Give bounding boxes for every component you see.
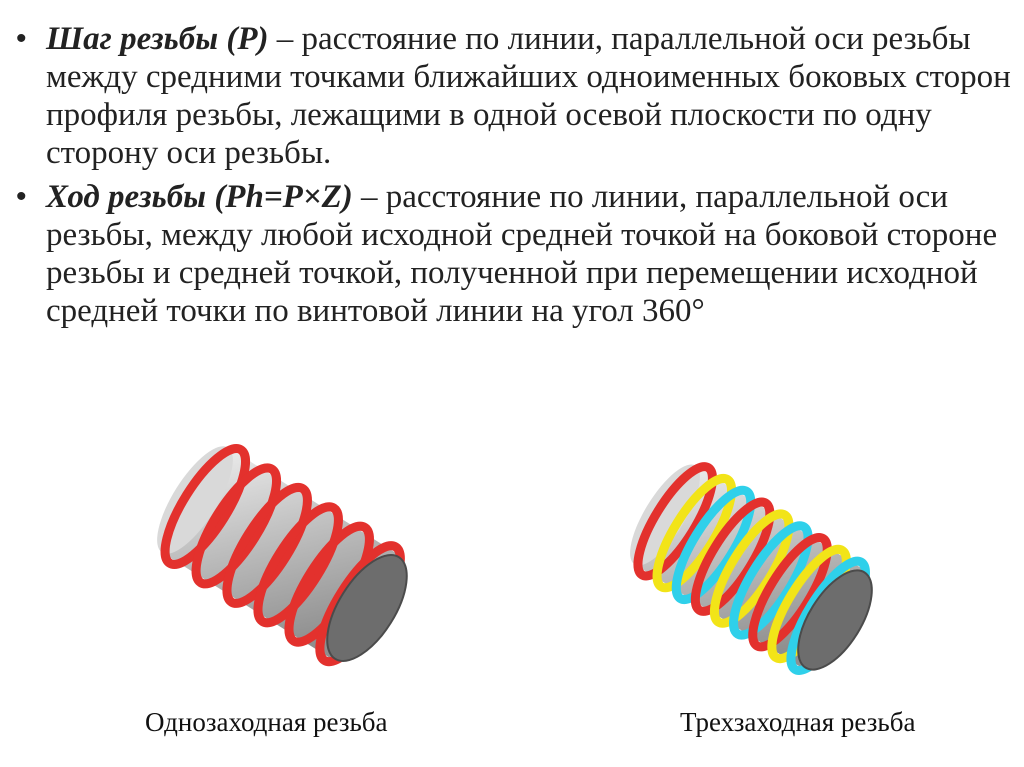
definition-thread-lead: – расстояние по линии, параллельной оси резьбы, между любой исходной средней точкой на боковой стороне резьбы и средней точкой, полученной при перемещении исходной средней точки по винтовой линии на угол 360°: [46, 179, 998, 329]
single-start-thread-figure: [105, 440, 525, 700]
bullet-symbol: •: [16, 22, 27, 55]
triple-start-thread-figure: [595, 440, 1015, 700]
bullet-thread-lead: [12, 178, 1012, 330]
triple-thread-cylinder: [618, 455, 887, 681]
term-thread-lead: Ход резьбы (Ph=P×Z): [46, 179, 353, 215]
bullet-symbol: •: [16, 180, 27, 213]
single-thread-cylinder: [143, 440, 422, 674]
caption-triple-start: Трехзаходная резьба: [680, 707, 916, 737]
bullet-thread-pitch: [12, 20, 1012, 172]
bullet-list: [12, 20, 1012, 330]
definition-thread-pitch: – расстояние по линии, параллельной оси резьбы между средними точками ближайших одноименных боковых сторон профиля резьбы, лежащими в одной осевой плоскости по одну сторону оси резьбы.: [46, 21, 1011, 171]
term-thread-pitch: Шаг резьбы (Р): [46, 21, 269, 57]
caption-single-start: Однозаходная резьба: [145, 707, 388, 737]
